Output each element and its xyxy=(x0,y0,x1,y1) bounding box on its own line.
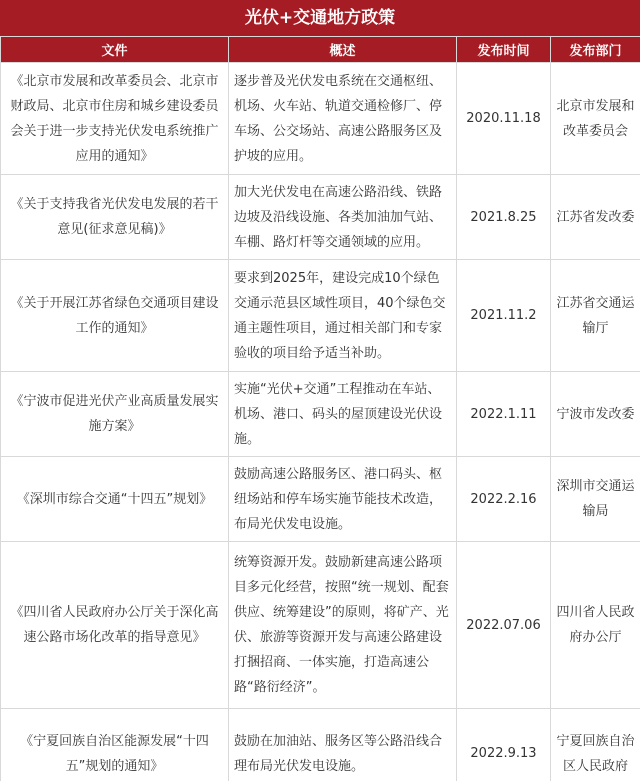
table-row xyxy=(1,175,640,260)
cell-summary: 鼓励在加油站、服务区等公路沿线合理布局光伏发电设施。 xyxy=(229,709,457,781)
cell-summary: 逐步普及光伏发电系统在交通枢纽、机场、火车站、轨道交通检修厂、停车场、公交场站、高速公路服务区及护坡的应用。 xyxy=(229,63,457,175)
table-row xyxy=(1,260,640,372)
cell-summary: 统筹资源开发。鼓励新建高速公路项目多元化经营，按照“统一规划、配套供应、统筹建设”的原则，将矿产、光伏、旅游等资源开发与高速公路建设打捆招商、一体实施，打造高速公路“路衍经济”。 xyxy=(229,542,457,709)
cell-date: 2021.11.2 xyxy=(457,260,551,372)
cell-date: 2021.8.25 xyxy=(457,175,551,260)
table-row xyxy=(1,542,640,709)
cell-summary: 实施“光伏+交通”工程推动在车站、机场、港口、码头的屋顶建设光伏设施。 xyxy=(229,372,457,457)
cell-dept: 宁夏回族自治区人民政府 xyxy=(551,709,640,781)
cell-summary: 要求到2025年，建设完成10个绿色交通示范县区域性项目，40个绿色交通主题性项目，通过相关部门和专家验收的项目给予适当补助。 xyxy=(229,260,457,372)
cell-doc: 《宁夏回族自治区能源发展“十四五”规划的通知》 xyxy=(1,709,229,781)
table-row xyxy=(1,63,640,175)
table-row xyxy=(1,457,640,542)
cell-doc: 《宁波市促进光伏产业高质量发展实施方案》 xyxy=(1,372,229,457)
cell-doc: 《四川省人民政府办公厅关于深化高速公路市场化改革的指导意见》 xyxy=(1,542,229,709)
cell-date: 2022.1.11 xyxy=(457,372,551,457)
cell-dept: 北京市发展和改革委员会 xyxy=(551,63,640,175)
cell-dept: 四川省人民政府办公厅 xyxy=(551,542,640,709)
header-dept: 发布部门 xyxy=(551,37,640,63)
cell-date: 2020.11.18 xyxy=(457,63,551,175)
cell-summary: 加大光伏发电在高速公路沿线、铁路边坡及沿线设施、各类加油加气站、车棚、路灯杆等交通领域的应用。 xyxy=(229,175,457,260)
table-row xyxy=(1,372,640,457)
cell-dept: 江苏省交通运输厅 xyxy=(551,260,640,372)
cell-dept: 宁波市发改委 xyxy=(551,372,640,457)
cell-date: 2022.2.16 xyxy=(457,457,551,542)
table-row xyxy=(1,709,640,781)
header-date: 发布时间 xyxy=(457,37,551,63)
header-doc: 文件 xyxy=(1,37,229,63)
cell-doc: 《北京市发展和改革委员会、北京市财政局、北京市住房和城乡建设委员会关于进一步支持光伏发电系统推广应用的通知》 xyxy=(1,63,229,175)
cell-date: 2022.9.13 xyxy=(457,709,551,781)
cell-doc: 《关于支持我省光伏发电发展的若干意见(征求意见稿)》 xyxy=(1,175,229,260)
header-summary: 概述 xyxy=(229,37,457,63)
cell-dept: 江苏省发改委 xyxy=(551,175,640,260)
cell-date: 2022.07.06 xyxy=(457,542,551,709)
cell-dept: 深圳市交通运输局 xyxy=(551,457,640,542)
cell-summary: 鼓励高速公路服务区、港口码头、枢纽场站和停车场实施节能技术改造，布局光伏发电设施。 xyxy=(229,457,457,542)
cell-doc: 《深圳市综合交通“十四五”规划》 xyxy=(1,457,229,542)
header-row xyxy=(1,37,640,63)
policy-table xyxy=(0,36,640,781)
table-title: 光伏+交通地方政策 xyxy=(0,0,640,36)
cell-doc: 《关于开展江苏省绿色交通项目建设工作的通知》 xyxy=(1,260,229,372)
